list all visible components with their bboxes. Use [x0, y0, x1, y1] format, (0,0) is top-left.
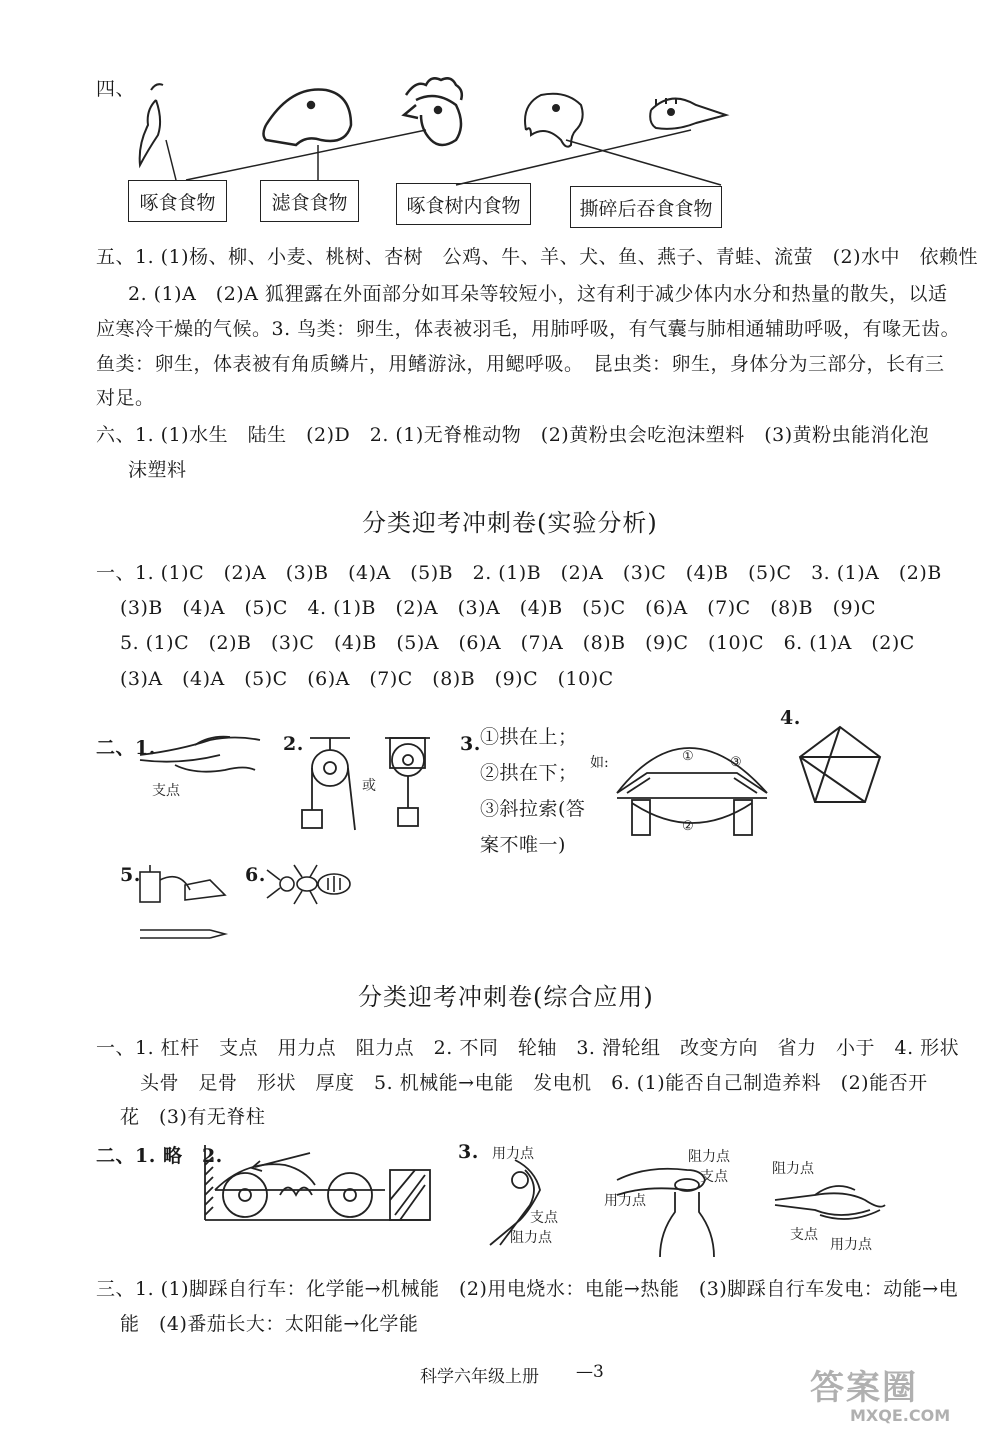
comp-part3-line-2: 能 (4)番茄长大：太阳能→化学能 — [120, 1313, 419, 1335]
section5-line-1: 五、1. (1)杨、柳、小麦、桃树、杏树 公鸡、牛、羊、犬、鱼、燕子、青蛙、流萤 (2)水中 依赖性 — [96, 246, 978, 268]
pliers-load-label: 阻力点 — [772, 1161, 814, 1177]
pentagon-diagram — [795, 722, 885, 812]
match-box-filter: 滤食食物 — [260, 180, 359, 222]
exp-diagram3-number: 3. — [460, 733, 481, 755]
arch-bridge-diagram — [612, 738, 772, 838]
exp-line-3: 5. (1)C (2)B (3)C (4)B (5)A (6)A (7)A (8)B (9)C (10)C 6. (1)A (2)C — [120, 632, 915, 654]
exp-diagram2-number: 2. — [283, 733, 304, 755]
arch-label-1: ① — [682, 749, 694, 764]
iron-screw-diagram — [135, 860, 235, 945]
comp-line-2: 头骨 足骨 形状 厚度 5. 机械能→电能 发电机 6. (1)能否自己制造养料 (2)能否开 — [140, 1072, 928, 1094]
woodpecker-head-icon — [525, 94, 583, 147]
eagle-head-icon — [650, 98, 726, 129]
bird-head-1-icon — [140, 84, 163, 165]
match-box-tear: 撕碎后吞食食物 — [570, 186, 722, 228]
section5-line-5: 对足。 — [96, 387, 155, 409]
exp-line-4: (3)A (4)A (5)C (6)A (7)C (8)B (9)C (10)C — [120, 668, 614, 690]
arch-answer-1: ①拱在上； — [480, 726, 578, 748]
pliers-effort-label: 用力点 — [830, 1237, 872, 1253]
comp-line-1: 一、1. 杠杆 支点 用力点 阻力点 2. 不同 轮轴 3. 滑轮组 改变方向 省力 小于 4. 形状 — [96, 1037, 960, 1059]
section5-line-4: 鱼类：卵生，体表被有角质鳞片，用鳍游泳，用鳃呼吸。 昆虫类：卵生，身体分为三部分，长有三 — [96, 353, 945, 375]
chicken-head-icon — [404, 78, 462, 145]
pliers-fulcrum-label: 支点 — [790, 1227, 818, 1243]
beak-illustrations — [96, 60, 816, 260]
arch-label-3: ③ — [730, 755, 742, 770]
insect-diagram — [262, 862, 362, 912]
comp-part2-number: 二、1. 略 2. — [96, 1145, 223, 1167]
opener-load-label: 阻力点 — [688, 1149, 730, 1165]
comp-part3-line-1: 三、1. (1)脚踩自行车：化学能→机械能 (2)用电烧水：电能→热能 (3)脚踩自行车发电：动能→电 — [96, 1278, 959, 1300]
duck-head-icon — [264, 89, 352, 145]
pulley-diagram — [290, 730, 450, 840]
section4-number: 四、 — [96, 78, 136, 100]
footer-page-number: —3 — [576, 1362, 604, 1382]
exp-or-label: 或 — [362, 778, 376, 794]
arch-label-2: ② — [682, 819, 694, 834]
exp-title: 分类迎考冲刺卷(实验分析) — [362, 509, 658, 537]
arch-answer-4: 案不唯一) — [480, 834, 566, 856]
footer-book-title: 科学六年级上册 — [420, 1367, 539, 1387]
exp-diagram6-number: 6. — [245, 864, 266, 886]
cart-diagram — [200, 1145, 440, 1225]
arch-example-label: 如: — [590, 755, 609, 771]
arch-answer-2: ②拱在下； — [480, 762, 578, 784]
exp-part2-number: 二、1. — [96, 737, 156, 759]
section6-line-2: 沫塑料 — [128, 459, 187, 481]
opener-effort-label: 用力点 — [604, 1193, 646, 1209]
tongs-effort-label: 用力点 — [492, 1146, 534, 1162]
exp-line-1: 一、1. (1)C (2)A (3)B (4)A (5)B 2. (1)B (2)A (3)C (4)B (5)C 3. (1)A (2)B — [96, 562, 942, 584]
section6-line-1: 六、1. (1)水生 陆生 (2)D 2. (1)无脊椎动物 (2)黄粉虫会吃泡沫塑料 (3)黄粉虫能消化泡 — [96, 424, 930, 446]
pliers-hand-diagram — [770, 1170, 890, 1240]
exp-diagram5-number: 5. — [120, 864, 141, 886]
comp-title: 分类迎考冲刺卷(综合应用) — [358, 983, 654, 1011]
tongs-load-label: 阻力点 — [510, 1230, 552, 1246]
comp-diagram3-number: 3. — [458, 1141, 479, 1163]
arch-answer-3: ③斜拉索(答 — [480, 798, 586, 820]
match-box-peck: 啄食食物 — [128, 180, 227, 222]
match-box-tree-peck: 啄食树内食物 — [396, 183, 531, 225]
exp-diagram4-number: 4. — [780, 707, 801, 729]
section5-line-2: 2. (1)A (2)A 狐狸露在外面部分如耳朵等较短小，这有利于减少体内水分和热量的散失，以适 — [128, 283, 948, 305]
section5-line-3: 应寒冷干燥的气候。3. 鸟类：卵生，体表被羽毛，用肺呼吸，有气囊与肺相通辅助呼吸，有喙无齿。 — [96, 318, 961, 340]
exp-line-2: (3)B (4)A (5)C 4. (1)B (2)A (3)A (4)B (5)C (6)A (7)C (8)B (9)C — [120, 597, 877, 619]
opener-fulcrum-label: 支点 — [700, 1169, 728, 1185]
tongs-fulcrum-label: 支点 — [530, 1210, 558, 1226]
watermark-logo: 答案圈 — [810, 1368, 918, 1408]
watermark-site: MXQE.COM — [850, 1406, 951, 1425]
comp-line-3: 花 (3)有无脊柱 — [120, 1106, 266, 1128]
exp-fulcrum-label: 支点 — [152, 783, 180, 799]
